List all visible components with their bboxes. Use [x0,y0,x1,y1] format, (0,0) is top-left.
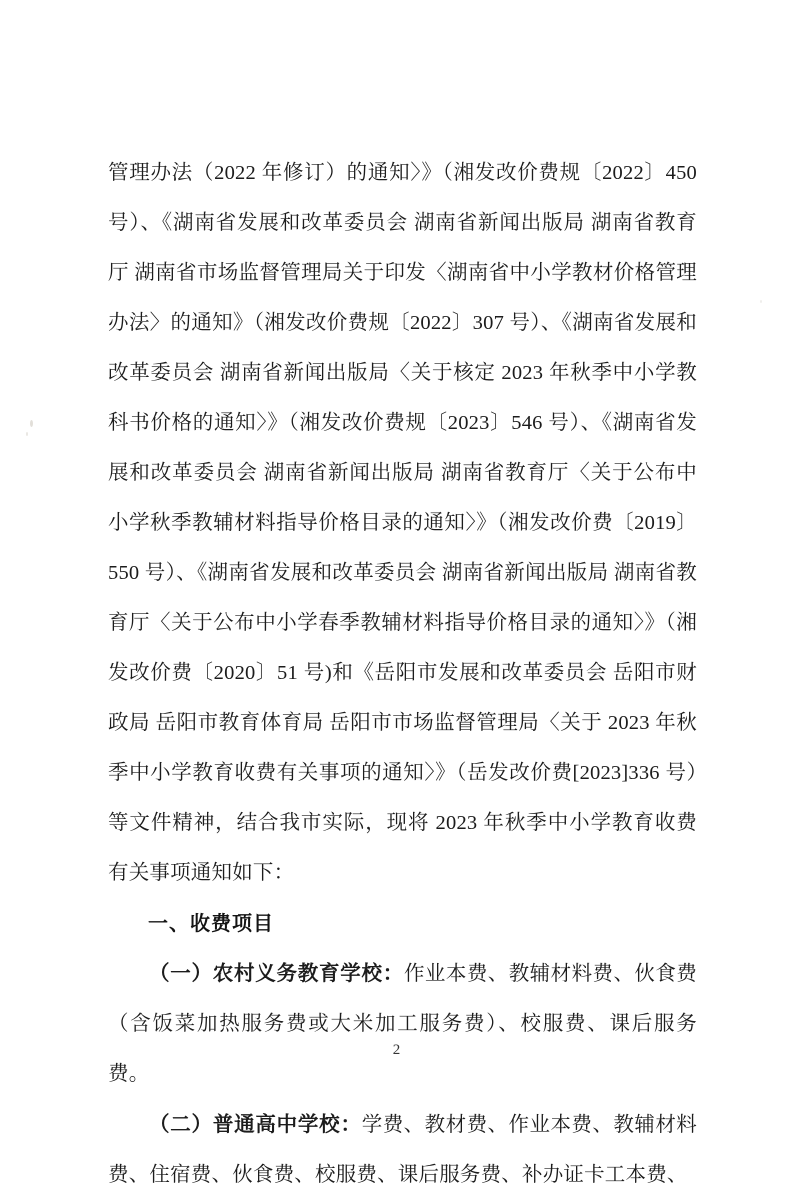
list-item-label: （一）农村义务教育学校： [149,961,404,985]
page-number: 2 [392,1042,401,1058]
scan-speck [26,432,28,436]
list-item-label: （二）普通高中学校： [149,1112,362,1136]
paragraph-references: 管理办法（2022 年修订）的通知〉》（湘发改价费规〔2022〕450 号）、《湖南省发展和改革委员会 湖南省新闻出版局 湖南省教育厅 湖南省市场监督管理局关于印发〈湖南省中小学教材价格管理办法〉的通知》（湘发改价费规〔2022〕307 号）、《湖南省发展和改革委员会 湖南省新闻出版局〈关于核定 2023 年秋季中小学教科书价格的通知〉》（湘发改价费规〔2023〕546 号）、《湖南省发展和改革委员会 湖南省新闻出版局 湖南省教育厅〈关于公布中小学秋季教辅材料指导价格目录的通知〉》（湘发改价费〔2019〕550 号）、《湖南省发展和改革委员会 湖南省新闻出版局 湖南省教育厅〈关于公布中小学春季教辅材料指导价格目录的通知〉》（湘发改价费〔2020〕51 号)和《岳阳市发展和改革委员会 岳阳市财政局 岳阳市教育体育局 岳阳市市场监督管理局〈关于 2023 年秋季中小学教育收费有关事项的通知〉》（岳发改价费[2023]336 号）等文件精神，结合我市实际，现将 2023 年秋季中小学教育收费有关事项通知如下： [108,162,697,884]
list-item-rural-compulsory-education [108,948,697,1099]
section-heading-charging-items: 一、收费项目 [148,911,274,935]
list-item-text: 学费、教材费、作业本费、教辅材料费、住宿费、伙食费、校服费、课后服务费、补办证卡工本费、 [108,1114,697,1186]
list-item-regular-high-school [108,1099,697,1200]
list-item-text: 作业本费、教辅材料费、伙食费（含饭菜加热服务费或大米加工服务费）、校服费、课后服务费。 [108,963,698,1085]
scan-speck [30,420,33,427]
scan-speck [760,300,762,303]
